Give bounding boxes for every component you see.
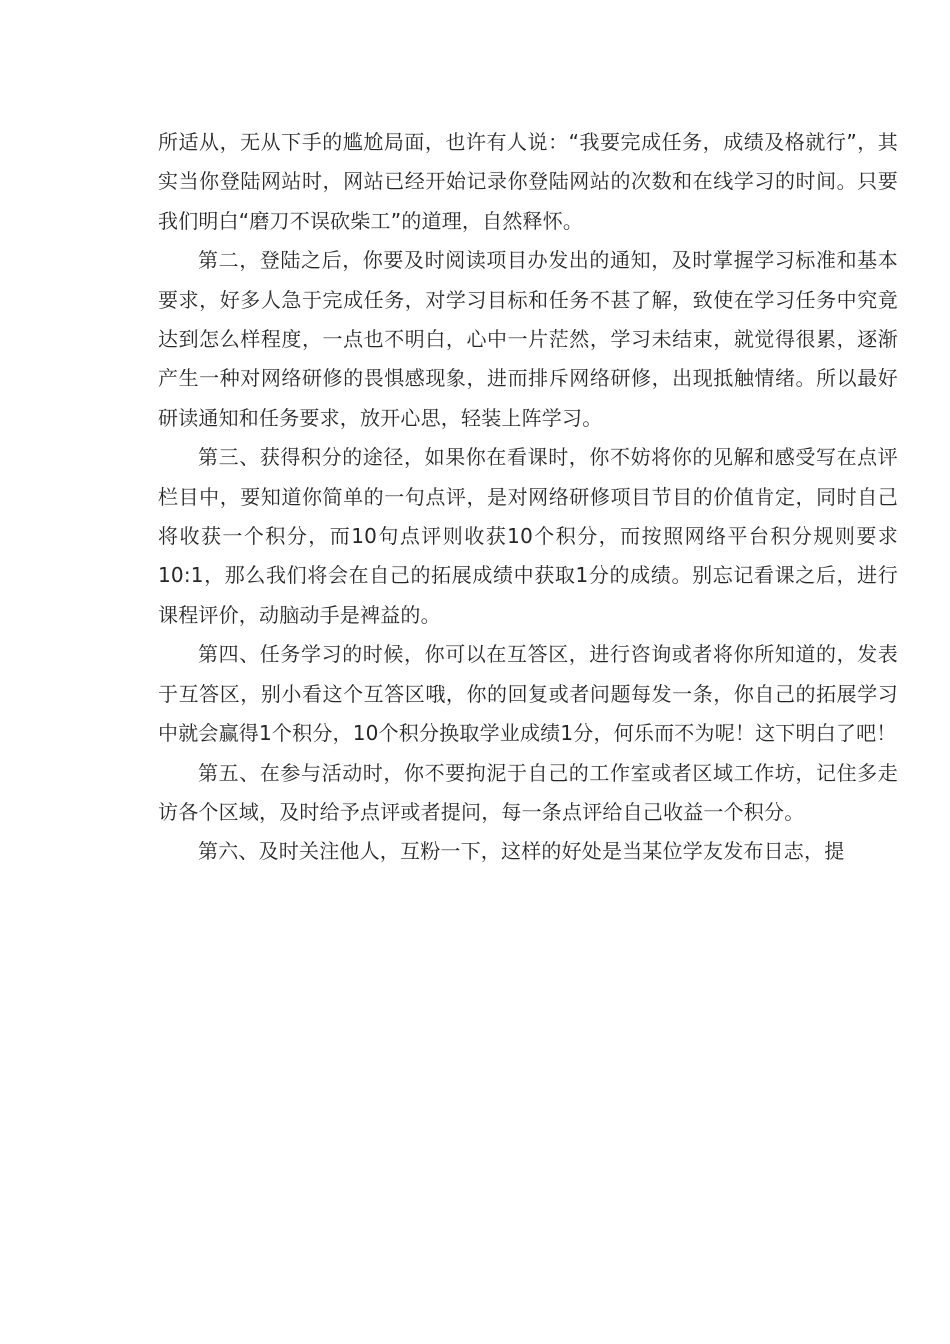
paragraph-second: 第二，登陆之后，你要及时阅读项目办发出的通知，及时掌握学习标准和基本要求，好多人急于完成任务，对学习目标和任务不甚了解，致使在学习任务中究竟达到怎么样程度，一点也不明白，心中一片茫然，学习未结束，就觉得很累，逐渐产生一种对网络研修的畏惧感现象，进而排斥网络研修，出现抵触情绪。所以最好研读通知和任务要求，放开心思，轻装上阵学习。 (158, 248, 898, 430)
document-page (158, 123, 898, 872)
paragraph-third: 第三、获得积分的途径，如果你在看课时，你不妨将你的见解和感受写在点评栏目中，要知道你简单的一句点评，是对网络研修项目节目的价值肯定，同时自己将收获一个积分，而10句点评则收获10个积分，而按照网络平台积分规则要求10:1，那么我们将会在自己的拓展成绩中获取1分的成绩。别忘记看课之后，进行课程评价，动脑动手是裨益的。 (158, 445, 898, 627)
paragraph-intro-continued: 所适从，无从下手的尴尬局面，也许有人说：“我要完成任务，成绩及格就行”，其实当你登陆网站时，网站已经开始记录你登陆网站的次数和在线学习的时间。只要我们明白“磨刀不误砍柴工”的道理，自然释怀。 (158, 130, 898, 233)
paragraph-sixth: 第六、及时关注他人，互粉一下，这样的好处是当某位学友发布日志，提 (198, 839, 845, 864)
paragraph-fifth: 第五、在参与活动时，你不要拘泥于自己的工作室或者区域工作坊，记住多走访各个区域，及时给予点评或者提问，每一条点评给自己收益一个积分。 (158, 760, 898, 824)
paragraph-fourth: 第四、任务学习的时候，你可以在互答区，进行咨询或者将你所知道的，发表于互答区，别小看这个互答区哦，你的回复或者问题每发一条，你自己的拓展学习中就会赢得1个积分，10个积分换取学业成绩1分，何乐而不为呢！这下明白了吧！ (158, 642, 898, 746)
